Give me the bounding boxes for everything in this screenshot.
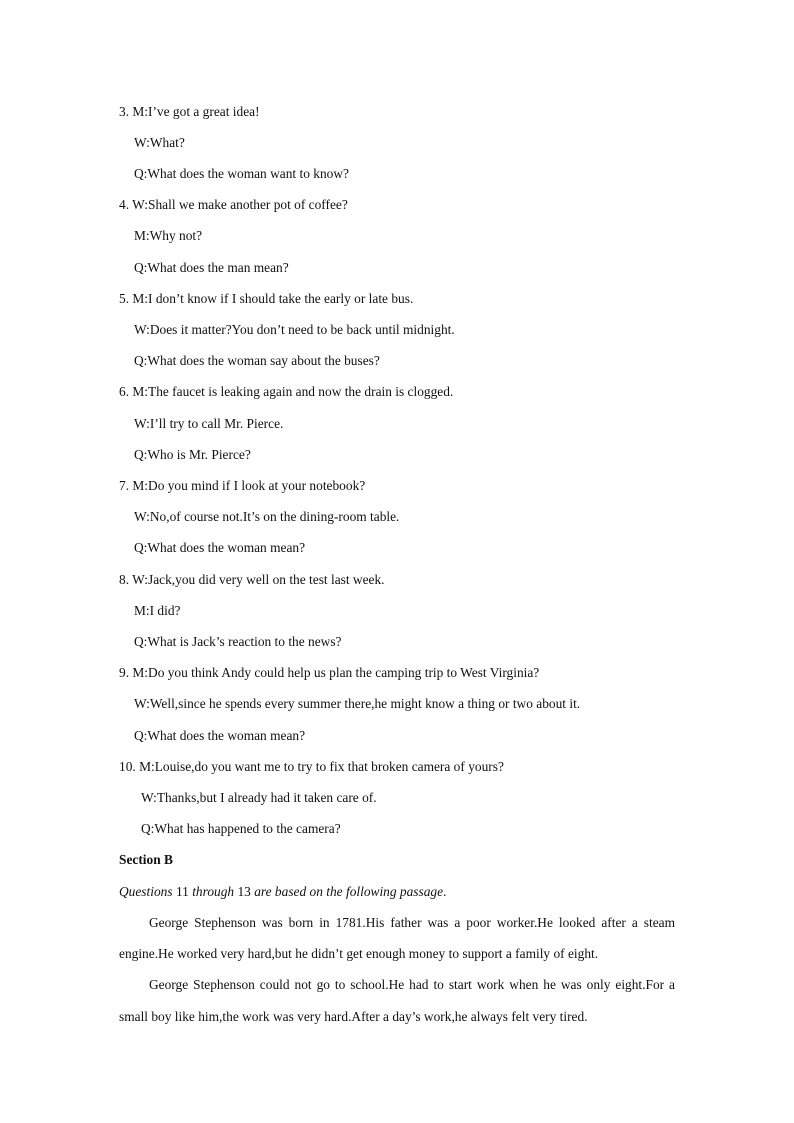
question-7-line-1: 7. M:Do you mind if I look at your notebook? (119, 478, 366, 493)
question-5-question: Q:What does the woman say about the buses? (134, 353, 380, 368)
question-9-line-2: W:Well,since he spends every summer there,he might know a thing or two about it. (134, 696, 581, 711)
question-6-question: Q:Who is Mr. Pierce? (134, 447, 251, 462)
passage-paragraph-1-line-2: engine.He worked very hard,but he didn’t get enough money to support a family of eight. (119, 946, 599, 961)
question-3-line-1: 3. M:I’ve got a great idea! (119, 104, 260, 119)
question-7-line-2: W:No,of course not.It’s on the dining-room table. (134, 509, 400, 524)
question-8-line-2: M:I did? (134, 603, 181, 618)
question-3-question: Q:What does the woman want to know? (134, 166, 349, 181)
passage-paragraph-1-line-1: George Stephenson was born in 1781.His father was a poor worker.He looked after a steam (149, 915, 675, 930)
passage-paragraph-2-line-2: small boy like him,the work was very hard.After a day’s work,he always felt very tired. (119, 1009, 588, 1024)
question-8-question: Q:What is Jack’s reaction to the news? (134, 634, 342, 649)
question-4-line-1: 4. W:Shall we make another pot of coffee? (119, 197, 348, 212)
question-3-line-2: W:What? (134, 135, 185, 150)
question-9-question: Q:What does the woman mean? (134, 728, 306, 743)
question-10-line-2: W:Thanks,but I already had it taken care of. (141, 790, 377, 805)
intro-number-end: 13 (237, 884, 251, 899)
question-4-question: Q:What does the man mean? (134, 260, 289, 275)
intro-number-start: 11 (175, 884, 189, 899)
question-8-line-1: 8. W:Jack,you did very well on the test last week. (119, 572, 385, 587)
question-6-line-1: 6. M:The faucet is leaking again and now the drain is clogged. (119, 384, 454, 399)
question-7-question: Q:What does the woman mean? (134, 540, 306, 555)
section-b-instructions (119, 884, 446, 900)
question-4-line-2: M:Why not? (134, 228, 203, 243)
intro-period: . (443, 884, 447, 899)
intro-through: through (192, 884, 235, 899)
question-6-line-2: W:I’ll try to call Mr. Pierce. (134, 416, 284, 431)
question-9-line-1: 9. M:Do you think Andy could help us plan the camping trip to West Virginia? (119, 665, 540, 680)
question-5-line-1: 5. M:I don’t know if I should take the early or late bus. (119, 291, 414, 306)
passage-paragraph-2-line-1: George Stephenson could not go to school.He had to start work when he was only eight.For a (149, 977, 675, 992)
question-10-line-1: 10. M:Louise,do you want me to try to fix that broken camera of yours? (119, 759, 504, 774)
question-5-line-2: W:Does it matter?You don’t need to be back until midnight. (134, 322, 455, 337)
intro-questions: Questions (119, 884, 173, 899)
section-b-heading: Section B (119, 852, 173, 867)
question-10-question: Q:What has happened to the camera? (141, 821, 341, 836)
intro-rest: are based on the following passage (254, 884, 444, 899)
